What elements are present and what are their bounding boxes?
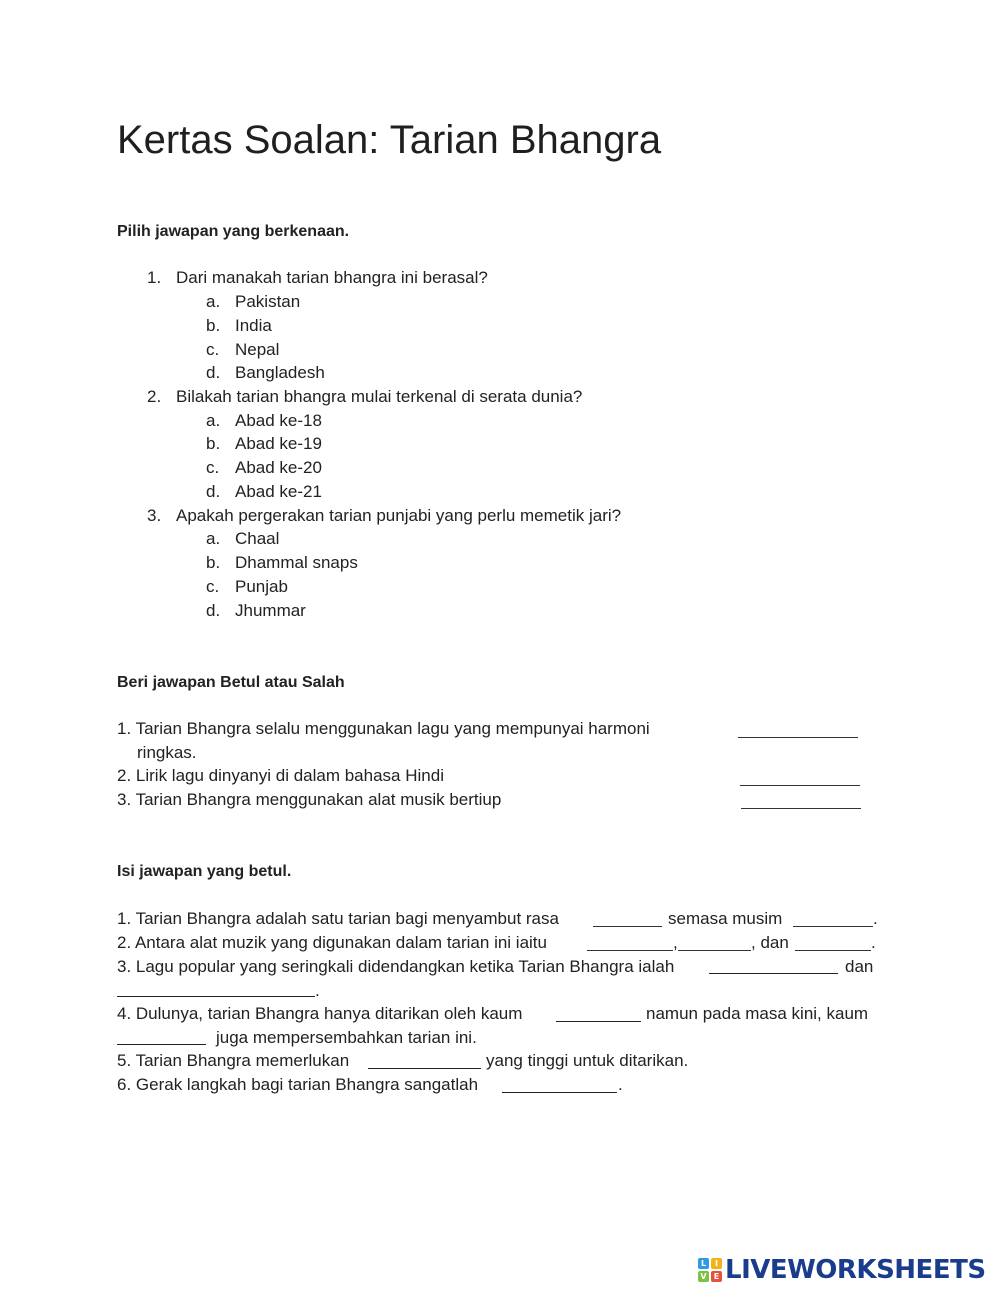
fill-question-5-b: yang tinggi untuk ditarikan. [486,1051,689,1070]
fill-blank-6[interactable] [502,1092,617,1093]
fill-question-1-b: semasa musim [668,909,783,928]
fill-question-3: 3. Lagu popular yang seringkali didendangkan ketika Tarian Bhangra ialah [117,957,675,976]
option-3d[interactable] [206,600,306,622]
option-text: Chaal [235,529,280,548]
fill-blank-1b[interactable] [793,926,873,927]
section3-heading: Isi jawapan yang betul. [117,863,292,880]
section1-heading: Pilih jawapan yang berkenaan. [117,223,350,240]
option-letter: c. [206,458,220,477]
fill-blank-3a[interactable] [709,973,838,974]
logo-letter: V [698,1271,709,1282]
question-text: Apakah pergerakan tarian punjabi yang perlu memetik jari? [176,506,622,525]
fill-question-5: 5. Tarian Bhangra memerlukan [117,1051,350,1070]
comma: , [673,933,678,952]
option-2d[interactable] [206,481,322,503]
option-letter: a. [206,292,221,311]
question-number: 3. [147,506,162,525]
mcq-question-2 [147,386,583,408]
fill-blank-2a[interactable] [587,950,673,951]
fill-question-4-b: namun pada masa kini, kaum [646,1004,869,1023]
fill-question-2: 2. Antara alat muzik yang digunakan dalam tarian ini iaitu [117,933,547,952]
period: . [873,909,878,928]
option-3c[interactable] [206,576,288,598]
tf-statement-2: 2. Lirik lagu dinyanyi di dalam bahasa Hindi [117,766,444,785]
option-1b[interactable] [206,315,272,337]
option-1a[interactable] [206,291,301,313]
question-text: Bilakah tarian bhangra mulai terkenal di serata dunia? [176,387,583,406]
option-letter: d. [206,601,221,620]
mcq-question-1 [147,267,488,289]
option-text: Abad ke-18 [235,411,322,430]
section2-heading: Beri jawapan Betul atau Salah [117,674,345,691]
page-title: Kertas Soalan: Tarian Bhangra [117,118,662,162]
option-3b[interactable] [206,552,358,574]
option-text: Abad ke-21 [235,482,322,501]
period: . [871,933,876,952]
option-text: Jhummar [235,601,306,620]
option-letter: b. [206,553,221,572]
tf-answer-blank-3[interactable] [741,808,861,809]
fill-question-6: 6. Gerak langkah bagi tarian Bhangra sangatlah [117,1075,479,1094]
option-text: Abad ke-20 [235,458,322,477]
fill-question-2-b: , dan [751,933,789,952]
period: . [618,1075,623,1094]
fill-question-4: 4. Dulunya, tarian Bhangra hanya ditarikan oleh kaum [117,1004,523,1023]
fill-blank-4a[interactable] [556,1021,641,1022]
tf-answer-blank-2[interactable] [740,785,860,786]
option-letter: b. [206,434,221,453]
option-text: Bangladesh [235,363,325,382]
option-letter: a. [206,529,221,548]
option-text: Abad ke-19 [235,434,322,453]
question-text: Dari manakah tarian bhangra ini berasal? [176,268,488,287]
option-text: Pakistan [235,292,301,311]
option-2a[interactable] [206,410,322,432]
logo-text: LIVEWORKSHEETS [725,1255,986,1285]
option-1c[interactable] [206,339,280,361]
logo-squares-icon [698,1258,722,1282]
logo-letter: L [698,1258,709,1269]
option-text: Nepal [235,340,280,359]
option-letter: b. [206,316,221,335]
period: . [315,981,320,1000]
option-2c[interactable] [206,457,322,479]
fill-blank-1a[interactable] [593,926,662,927]
fill-question-4-c: juga mempersembahkan tarian ini. [216,1028,477,1047]
option-3a[interactable] [206,528,280,550]
tf-statement-1: 1. Tarian Bhangra selalu menggunakan lagu yang mempunyai harmoni [117,719,650,738]
option-letter: d. [206,482,221,501]
fill-blank-2c[interactable] [795,950,871,951]
liveworksheets-logo [698,1253,986,1287]
question-number: 2. [147,387,162,406]
question-number: 1. [147,268,162,287]
fill-question-3-b: dan [845,957,874,976]
logo-letter: E [711,1271,722,1282]
option-letter: a. [206,411,221,430]
mcq-question-3 [147,505,622,527]
fill-question-1: 1. Tarian Bhangra adalah satu tarian bagi menyambut rasa [117,909,559,928]
fill-blank-5[interactable] [368,1068,481,1069]
logo-letter: I [711,1258,722,1269]
fill-blank-4b[interactable] [117,1044,206,1045]
tf-statement-3: 3. Tarian Bhangra menggunakan alat musik bertiup [117,790,502,809]
option-text: India [235,316,272,335]
option-text: Punjab [235,577,288,596]
fill-blank-2b[interactable] [678,950,751,951]
option-letter: d. [206,363,221,382]
option-text: Dhammal snaps [235,553,358,572]
fill-blank-3b[interactable] [117,996,315,997]
option-letter: c. [206,577,220,596]
tf-answer-blank-1[interactable] [738,737,858,738]
option-1d[interactable] [206,362,325,384]
tf-statement-1-cont: ringkas. [137,743,197,762]
option-2b[interactable] [206,433,322,455]
option-letter: c. [206,340,220,359]
